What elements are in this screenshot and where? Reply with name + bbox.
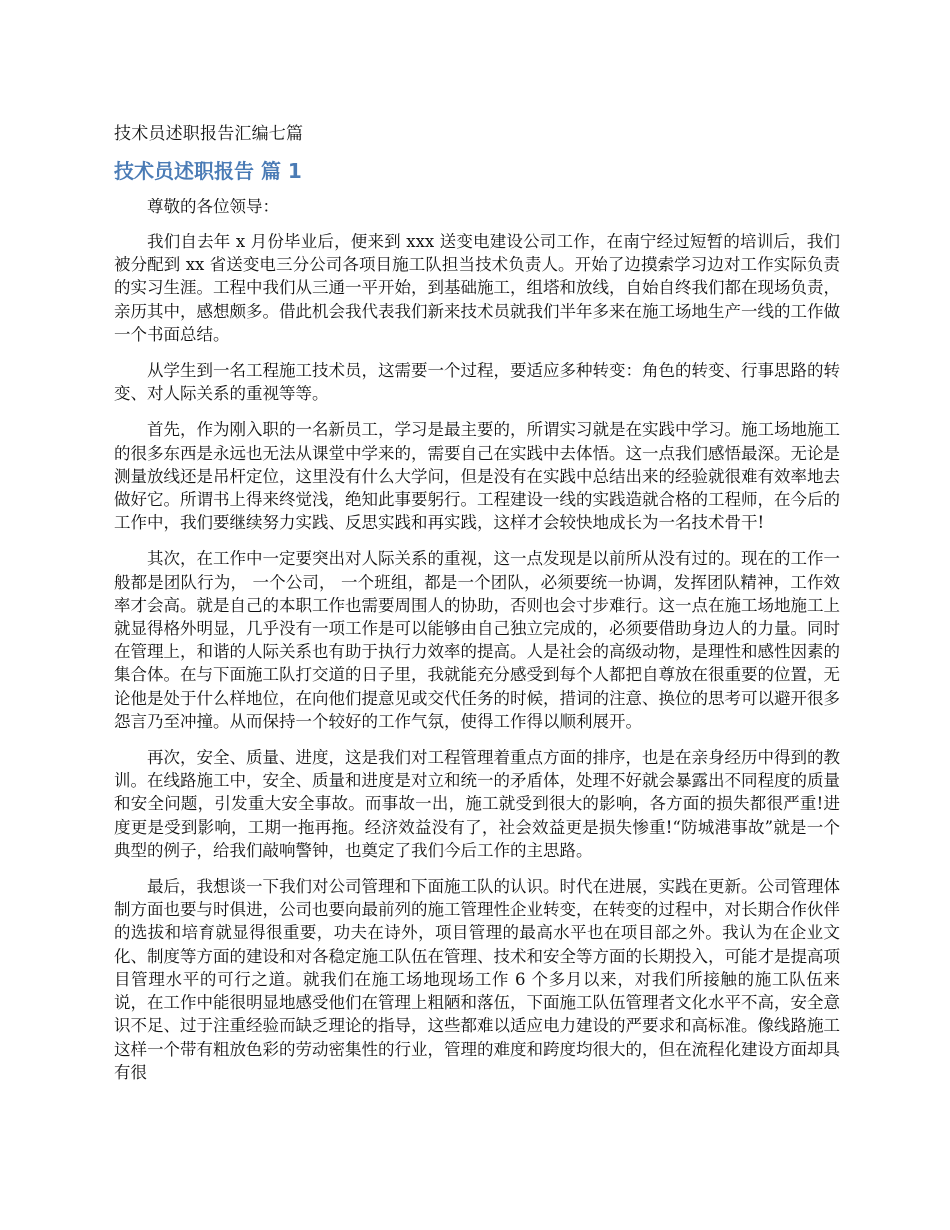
section-heading: 技术员述职报告 篇 1	[114, 159, 302, 183]
document-title: 技术员述职报告汇编七篇	[114, 124, 304, 144]
paragraph-5: 再次，安全、质量、进度，这是我们对工程管理着重点方面的排序，也是在亲身经历中得到的教训。在线路施工中，安全、质量和进度是对立和统一的矛盾体，处理不好就会暴露出不同程度的质量和安全问题，引发重大安全事故。而事故一出，施工就受到很大的影响，各方面的损失都很严重!进度更是受到影响，工期一拖再拖。经济效益没有了，社会效益更是损失惨重!“防城港事故”就是一个典型的例子，给我们敲响警钟，也奠定了我们今后工作的主思路。	[114, 748, 840, 860]
paragraph-4: 其次，在工作中一定要突出对人际关系的重视，这一点发现是以前所从没有过的。现在的工作一般都是团队行为， 一个公司， 一个班组，都是一个团队，必须要统一协调，发挥团队精神，工作效率才会高。就是自己的本职工作也需要周围人的协助，否则也会寸步难行。这一点在施工场地施工上就显得格外明显，几乎没有一项工作是可以能够由自己独立完成的，必须要借助身边人的力量。同时在管理上，和谐的人际关系也有助于执行力效率的提高。人是社会的高级动物，是理性和感性因素的集合体。在与下面施工队打交道的日子里，我就能充分感受到每个人都把自尊放在很重要的位置，无论他是处于什么样地位，在向他们提意见或交代任务的时候，措词的注意、换位的思考可以避开很多怨言乃至冲撞。从而保持一个较好的工作气氛，使得工作得以顺利展开。	[114, 549, 840, 731]
paragraph-1: 我们自去年 x 月份毕业后，便来到 xxx 送变电建设公司工作，在南宁经过短暂的培训后，我们被分配到 xx 省送变电三分公司各项目施工队担当技术负责人。开始了边摸索学习边对工作实际负责的实习生涯。工程中我们从三通一平开始，到基础施工，组塔和放线，自始自终我们都在现场负责，亲历其中，感想颇多。借此机会我代表我们新来技术员就我们半年多来在施工场地生产一线的工作做一个书面总结。	[114, 232, 840, 344]
paragraph-2: 从学生到一名工程施工技术员，这需要一个过程，要适应多种转变：角色的转变、行事思路的转变、对人际关系的重视等等。	[114, 361, 840, 404]
salutation: 尊敬的各位领导：	[147, 197, 279, 216]
document-page	[114, 121, 840, 1097]
paragraph-6: 最后，我想谈一下我们对公司管理和下面施工队的认识。时代在进展，实践在更新。公司管理体制方面也要与时俱进，公司也要向最前列的施工管理性企业转变，在转变的过程中，对长期合作伙伴的选拔和培育就显得很重要，功夫在诗外，项目管理的最高水平也在项目部之外。我认为在企业文化、制度等方面的建设和对各稳定施工队伍在管理、技术和安全等方面的长期投入，可能才是提高项目管理水平的可行之道。就我们在施工场地现场工作 6 个多月以来，对我们所接触的施工队伍来说，在工作中能很明显地感受他们在管理上粗陋和落伍，下面施工队伍管理者文化水平不高，安全意识不足、过于注重经验而缺乏理论的指导，这些都难以适应电力建设的严要求和高标准。像线路施工这样一个带有粗放色彩的劳动密集性的行业，管理的难度和跨度均很大的，但在流程化建设方面却具有很	[114, 877, 840, 1082]
paragraph-3: 首先，作为刚入职的一名新员工，学习是最主要的，所谓实习就是在实践中学习。施工场地施工的很多东西是永远也无法从课堂中学来的，需要自己在实践中去体悟。这一点我们感悟最深。无论是测量放线还是吊杆定位，这里没有什么大学问，但是没有在实践中总结出来的经验就很难有效率地去做好它。所谓书上得来终觉浅，绝知此事要躬行。工程建设一线的实践造就合格的工程师，在今后的工作中，我们要继续努力实践、反思实践和再实践，这样才会较快地成长为一名技术骨干!	[114, 420, 840, 533]
